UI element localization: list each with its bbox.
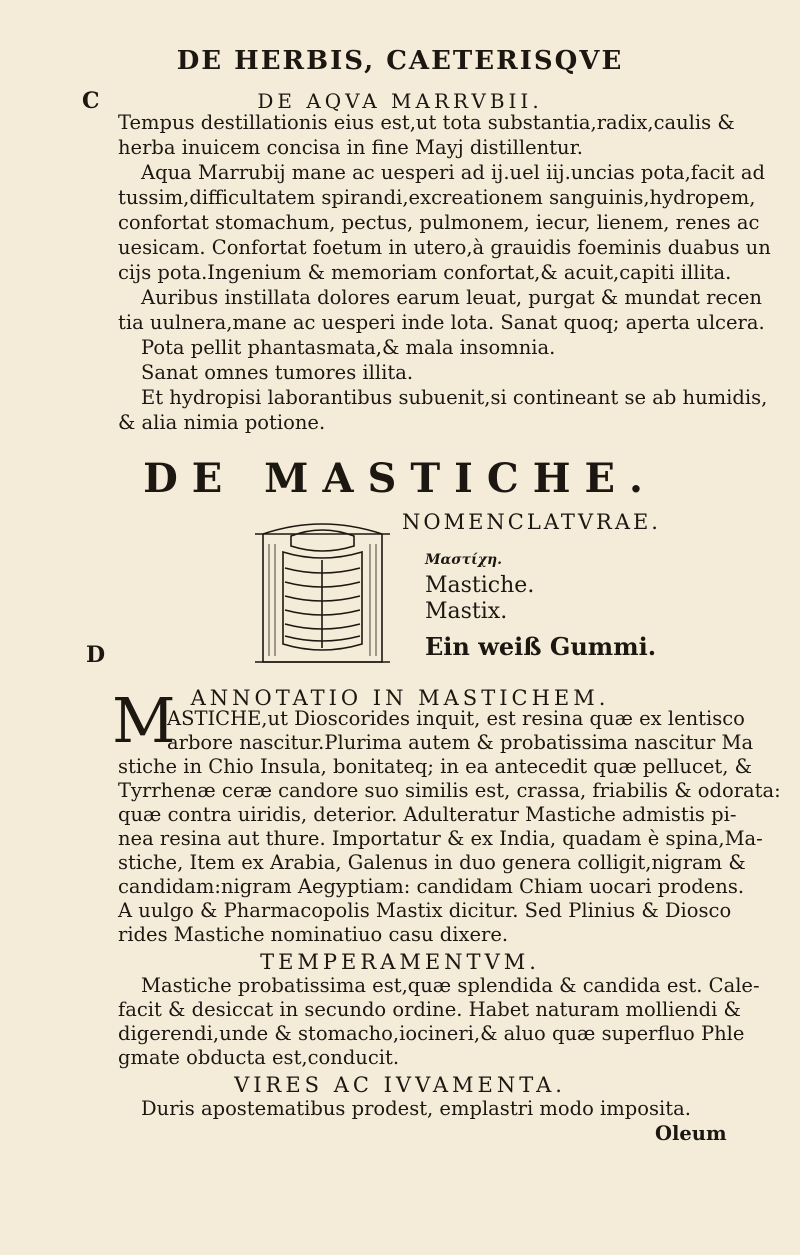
margin-letter-d: D (86, 642, 106, 668)
text-line: Tempus destillationis eius est,ut tota substantia,radix,caulis & (118, 111, 735, 134)
text-line: Et hydropisi laborantibus subuenit,si contineant se ab humidis, (141, 386, 768, 409)
section-heading-aqua-marrubii: DE AQVA MARRVBII. (257, 89, 543, 113)
text-line: nea resina aut thure. Importatur & ex India, quadam è spina,Ma- (118, 827, 763, 850)
text-line: ASTICHE,ut Dioscorides inquit, est resina quæ ex lentisco (167, 707, 745, 730)
name-greek: Μαστίχη. (425, 552, 503, 568)
text-line: arbore nascitur.Plurima autem & probatissima nascitur Ma (167, 731, 754, 754)
text-line: candidam:nigram Aegyptiam: candidam Chiam uocari prodens. (118, 875, 745, 898)
text-line: Sanat omnes tumores illita. (141, 361, 414, 384)
annotatio-heading: ANNOTATIO IN MASTICHEM. (190, 686, 610, 710)
text-line: Duris apostematibus prodest, emplastri modo imposita. (141, 1097, 691, 1120)
text-line: Mastiche probatissima est,quæ splendida & candida est. Cale- (141, 974, 760, 997)
text-line: Tyrrhenæ ceræ candore suo similis est, crassa, friabilis & odorata: (118, 779, 781, 802)
text-line: cijs pota.Ingenium & memoriam confortat,& acuit,capiti illita. (118, 261, 732, 284)
text-line: A uulgo & Pharmacopolis Mastix dicitur. Sed Plinius & Diosco (118, 899, 732, 922)
margin-letter-c: C (82, 88, 100, 114)
text-line: & alia nimia potione. (118, 411, 326, 434)
text-line: Pota pellit phantasmata,& mala insomnia. (141, 336, 556, 359)
text-line: gmate obducta est,conducit. (118, 1046, 400, 1069)
text-line: rides Mastiche nominatiuo casu dixere. (118, 923, 509, 946)
temperamentum-heading: TEMPERAMENTVM. (260, 950, 540, 974)
running-head: DE HERBIS, CAETERISQVE (176, 46, 624, 76)
mastic-jar-illustration (255, 516, 390, 666)
text-line: Auribus instillata dolores earum leuat, purgat & mundat recen (141, 286, 762, 309)
section-title-masticche: DE MASTICHE. (143, 455, 657, 502)
text-line: confortat stomachum, pectus, pulmonem, iecur, lienem, renes ac (118, 211, 760, 234)
text-line: digerendi,unde & stomacho,iocineri,& aluo quæ superfluo Phle (118, 1022, 745, 1045)
vires-heading: VIRES AC IVVAMENTA. (234, 1073, 566, 1097)
drop-capital: M (112, 684, 176, 757)
text-line: quæ contra uiridis, deterior. Adulteratur Mastiche admistis pi- (118, 803, 737, 826)
text-line: Aqua Marrubij mane ac uesperi ad ij.uel iij.uncias pota,facit ad (141, 161, 765, 184)
text-line: stiche in Chio Insula, bonitateq; in ea antecedit quæ pellucet, & (118, 755, 752, 778)
text-line: uesicam. Confortat foetum in utero,à grauidis foeminis duabus un (118, 236, 771, 259)
name-german: Ein weiß Gummi. (425, 632, 657, 661)
nomenclature-heading: NOMENCLATVRAE. (402, 510, 661, 534)
text-line: herba inuicem concisa in fine Mayj distillentur. (118, 136, 583, 159)
text-line: tia uulnera,mane ac uesperi inde lota. Sanat quoq; aperta ulcera. (118, 311, 765, 334)
catchword: Oleum (655, 1122, 727, 1145)
name-latin-mastix: Mastix. (425, 599, 508, 624)
name-latin-mastiche: Mastiche. (425, 573, 535, 598)
text-line: stiche, Item ex Arabia, Galenus in duo genera colligit,nigram & (118, 851, 746, 874)
text-line: facit & desiccat in secundo ordine. Habet naturam molliendi & (118, 998, 741, 1021)
text-line: tussim,difficultatem spirandi,excreationem sanguinis,hydropem, (118, 186, 756, 209)
